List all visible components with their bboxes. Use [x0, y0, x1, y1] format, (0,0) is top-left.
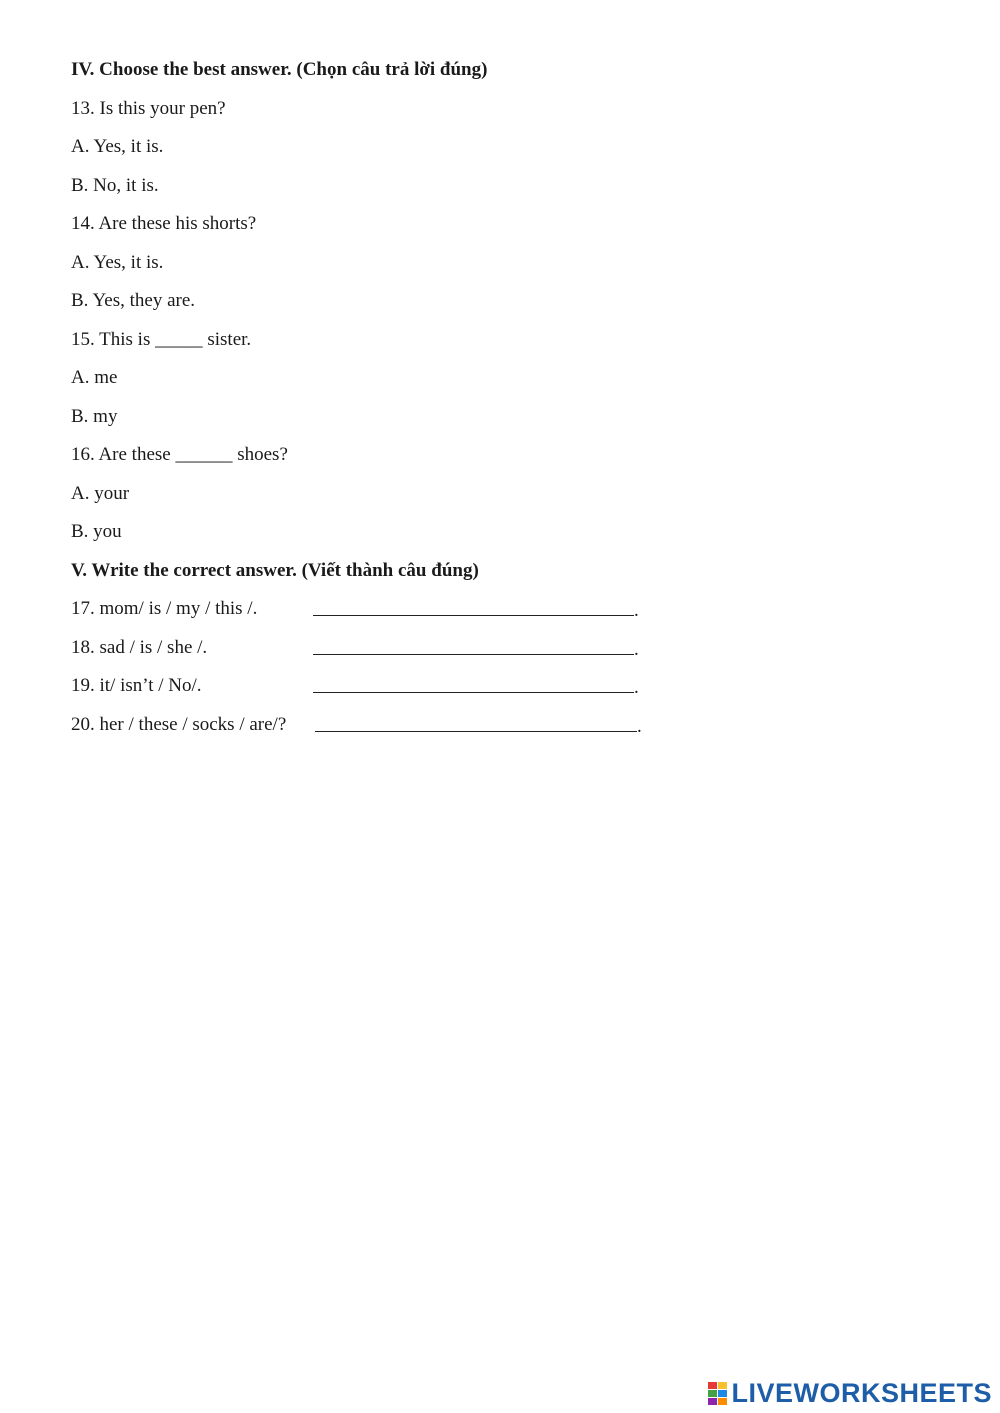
question-16-option-a[interactable]: A. your [71, 483, 130, 504]
question-19-prompt: 19. it/ isn’t / No/. [71, 675, 202, 696]
liveworksheets-brand-text: LIVEWORKSHEETS [731, 1378, 992, 1408]
question-15-option-a[interactable]: A. me [71, 367, 118, 388]
logo-square [718, 1398, 727, 1405]
question-13-option-b[interactable]: B. No, it is. [71, 175, 159, 196]
question-15-stem: 15. This is _____ sister. [71, 329, 252, 350]
answer-period: . [634, 600, 639, 621]
question-17-answer-blank[interactable] [313, 597, 639, 623]
question-16-stem: 16. Are these ______ shoes? [71, 444, 288, 465]
liveworksheets-watermark [708, 1378, 992, 1408]
question-14-option-b[interactable]: B. Yes, they are. [71, 290, 196, 311]
question-18-answer-blank[interactable] [313, 636, 639, 662]
answer-rule[interactable] [313, 674, 634, 693]
answer-rule[interactable] [313, 636, 634, 655]
question-20-prompt: 20. her / these / socks / are/? [71, 714, 287, 735]
question-13-option-a[interactable]: A. Yes, it is. [71, 136, 164, 157]
question-19-answer-blank[interactable] [313, 674, 639, 700]
answer-period: . [634, 639, 639, 660]
section-5-heading: V. Write the correct answer. (Viết thành câu đúng) [71, 560, 479, 581]
liveworksheets-logo-icon [708, 1382, 727, 1405]
section-4-heading: IV. Choose the best answer. (Chọn câu trả lời đúng) [71, 59, 488, 80]
question-15-option-b[interactable]: B. my [71, 406, 118, 427]
logo-square [708, 1390, 717, 1397]
logo-square [708, 1382, 717, 1389]
question-16-option-b[interactable]: B. you [71, 521, 122, 542]
answer-period: . [637, 716, 642, 737]
question-13-stem: 13. Is this your pen? [71, 98, 226, 119]
question-14-stem: 14. Are these his shorts? [71, 213, 257, 234]
question-17-prompt: 17. mom/ is / my / this /. [71, 598, 258, 619]
logo-square [718, 1382, 727, 1389]
logo-square [708, 1398, 717, 1405]
answer-rule[interactable] [315, 713, 637, 732]
logo-square [718, 1390, 727, 1397]
question-14-option-a[interactable]: A. Yes, it is. [71, 252, 164, 273]
answer-period: . [634, 677, 639, 698]
answer-rule[interactable] [313, 597, 634, 616]
question-20-answer-blank[interactable] [315, 713, 642, 739]
question-18-prompt: 18. sad / is / she /. [71, 637, 208, 658]
